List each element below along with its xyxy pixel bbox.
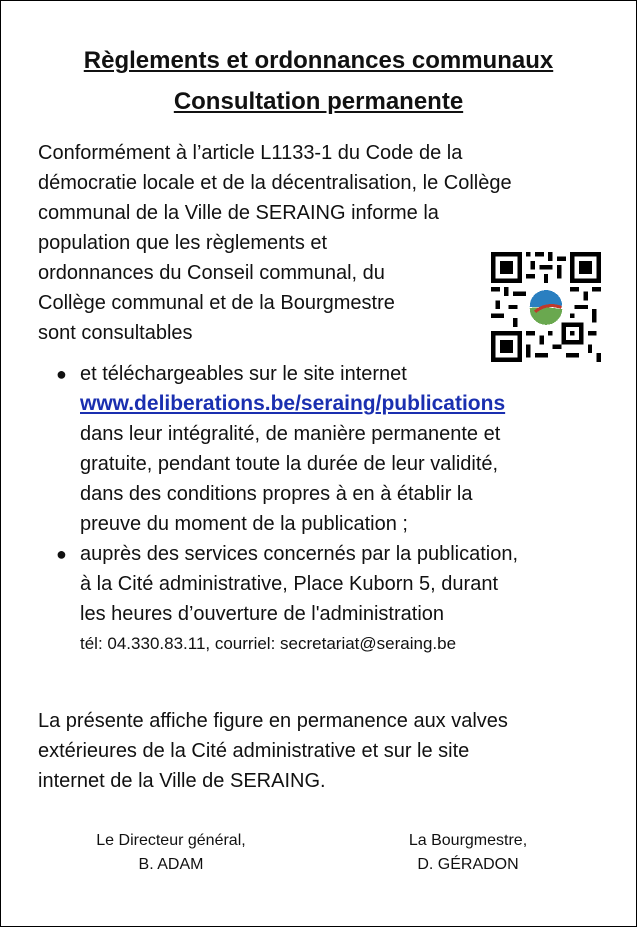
bullet2-line: à la Cité administrative, Place Kuborn 5, durant [80,573,498,595]
signature-name: D. GÉRADON [417,856,519,873]
title-line-1: Règlements et ordonnances communaux [83,47,554,74]
intro-line: communal de la Ville de SERAING informe la [38,202,439,224]
bullet1-lead: et téléchargeables sur le site internet [80,363,407,385]
list-item [56,359,616,539]
intro-line: population que les règlements et [38,232,328,254]
bullet2-line: les heures d’ouverture de l'administration [80,603,445,625]
signature-left [71,829,271,877]
closing-line: extérieures de la Cité administrative et sur le site [38,740,470,762]
signature-role: La Bourgmestre, [408,832,528,849]
closing-line: internet de la Ville de SERAING. [38,770,326,792]
bullet1-line: dans des conditions propres à en à établir la [80,483,473,505]
bullet-dot-icon: ● [56,544,67,564]
intro-line: Collège communal et de la Bourgmestre [38,292,395,314]
intro-line: ordonnances du Conseil communal, du [38,262,385,284]
signature-right [368,829,568,877]
closing-line: La présente affiche figure en permanence aux valves [38,710,508,732]
intro-line: démocratie locale et de la décentralisation, le Collège [38,172,512,194]
qr-code-icon[interactable] [491,252,601,362]
bullet2-line: auprès des services concernés par la publication, [80,543,519,565]
bullet-dot-icon: ● [56,364,67,384]
title-line-2: Consultation permanente [173,88,464,115]
list-item [56,539,616,659]
closing-paragraph [38,706,608,796]
intro-line: Conformément à l’article L1133-1 du Code de la [38,142,463,164]
intro-line: sont consultables [38,322,193,344]
bullet1-line: gratuite, pendant toute la durée de leur validité, [80,453,499,475]
signature-name: B. ADAM [138,856,204,873]
signature-role: Le Directeur général, [96,832,246,849]
publications-link[interactable]: www.deliberations.be/seraing/publications [80,392,506,415]
bullet1-line: dans leur intégralité, de manière permanente et [80,423,501,445]
contact-line: tél: 04.330.83.11, courriel: secretariat@seraing.be [80,634,457,653]
bullet1-line: preuve du moment de la publication ; [80,513,408,535]
bullet-list [56,359,616,659]
